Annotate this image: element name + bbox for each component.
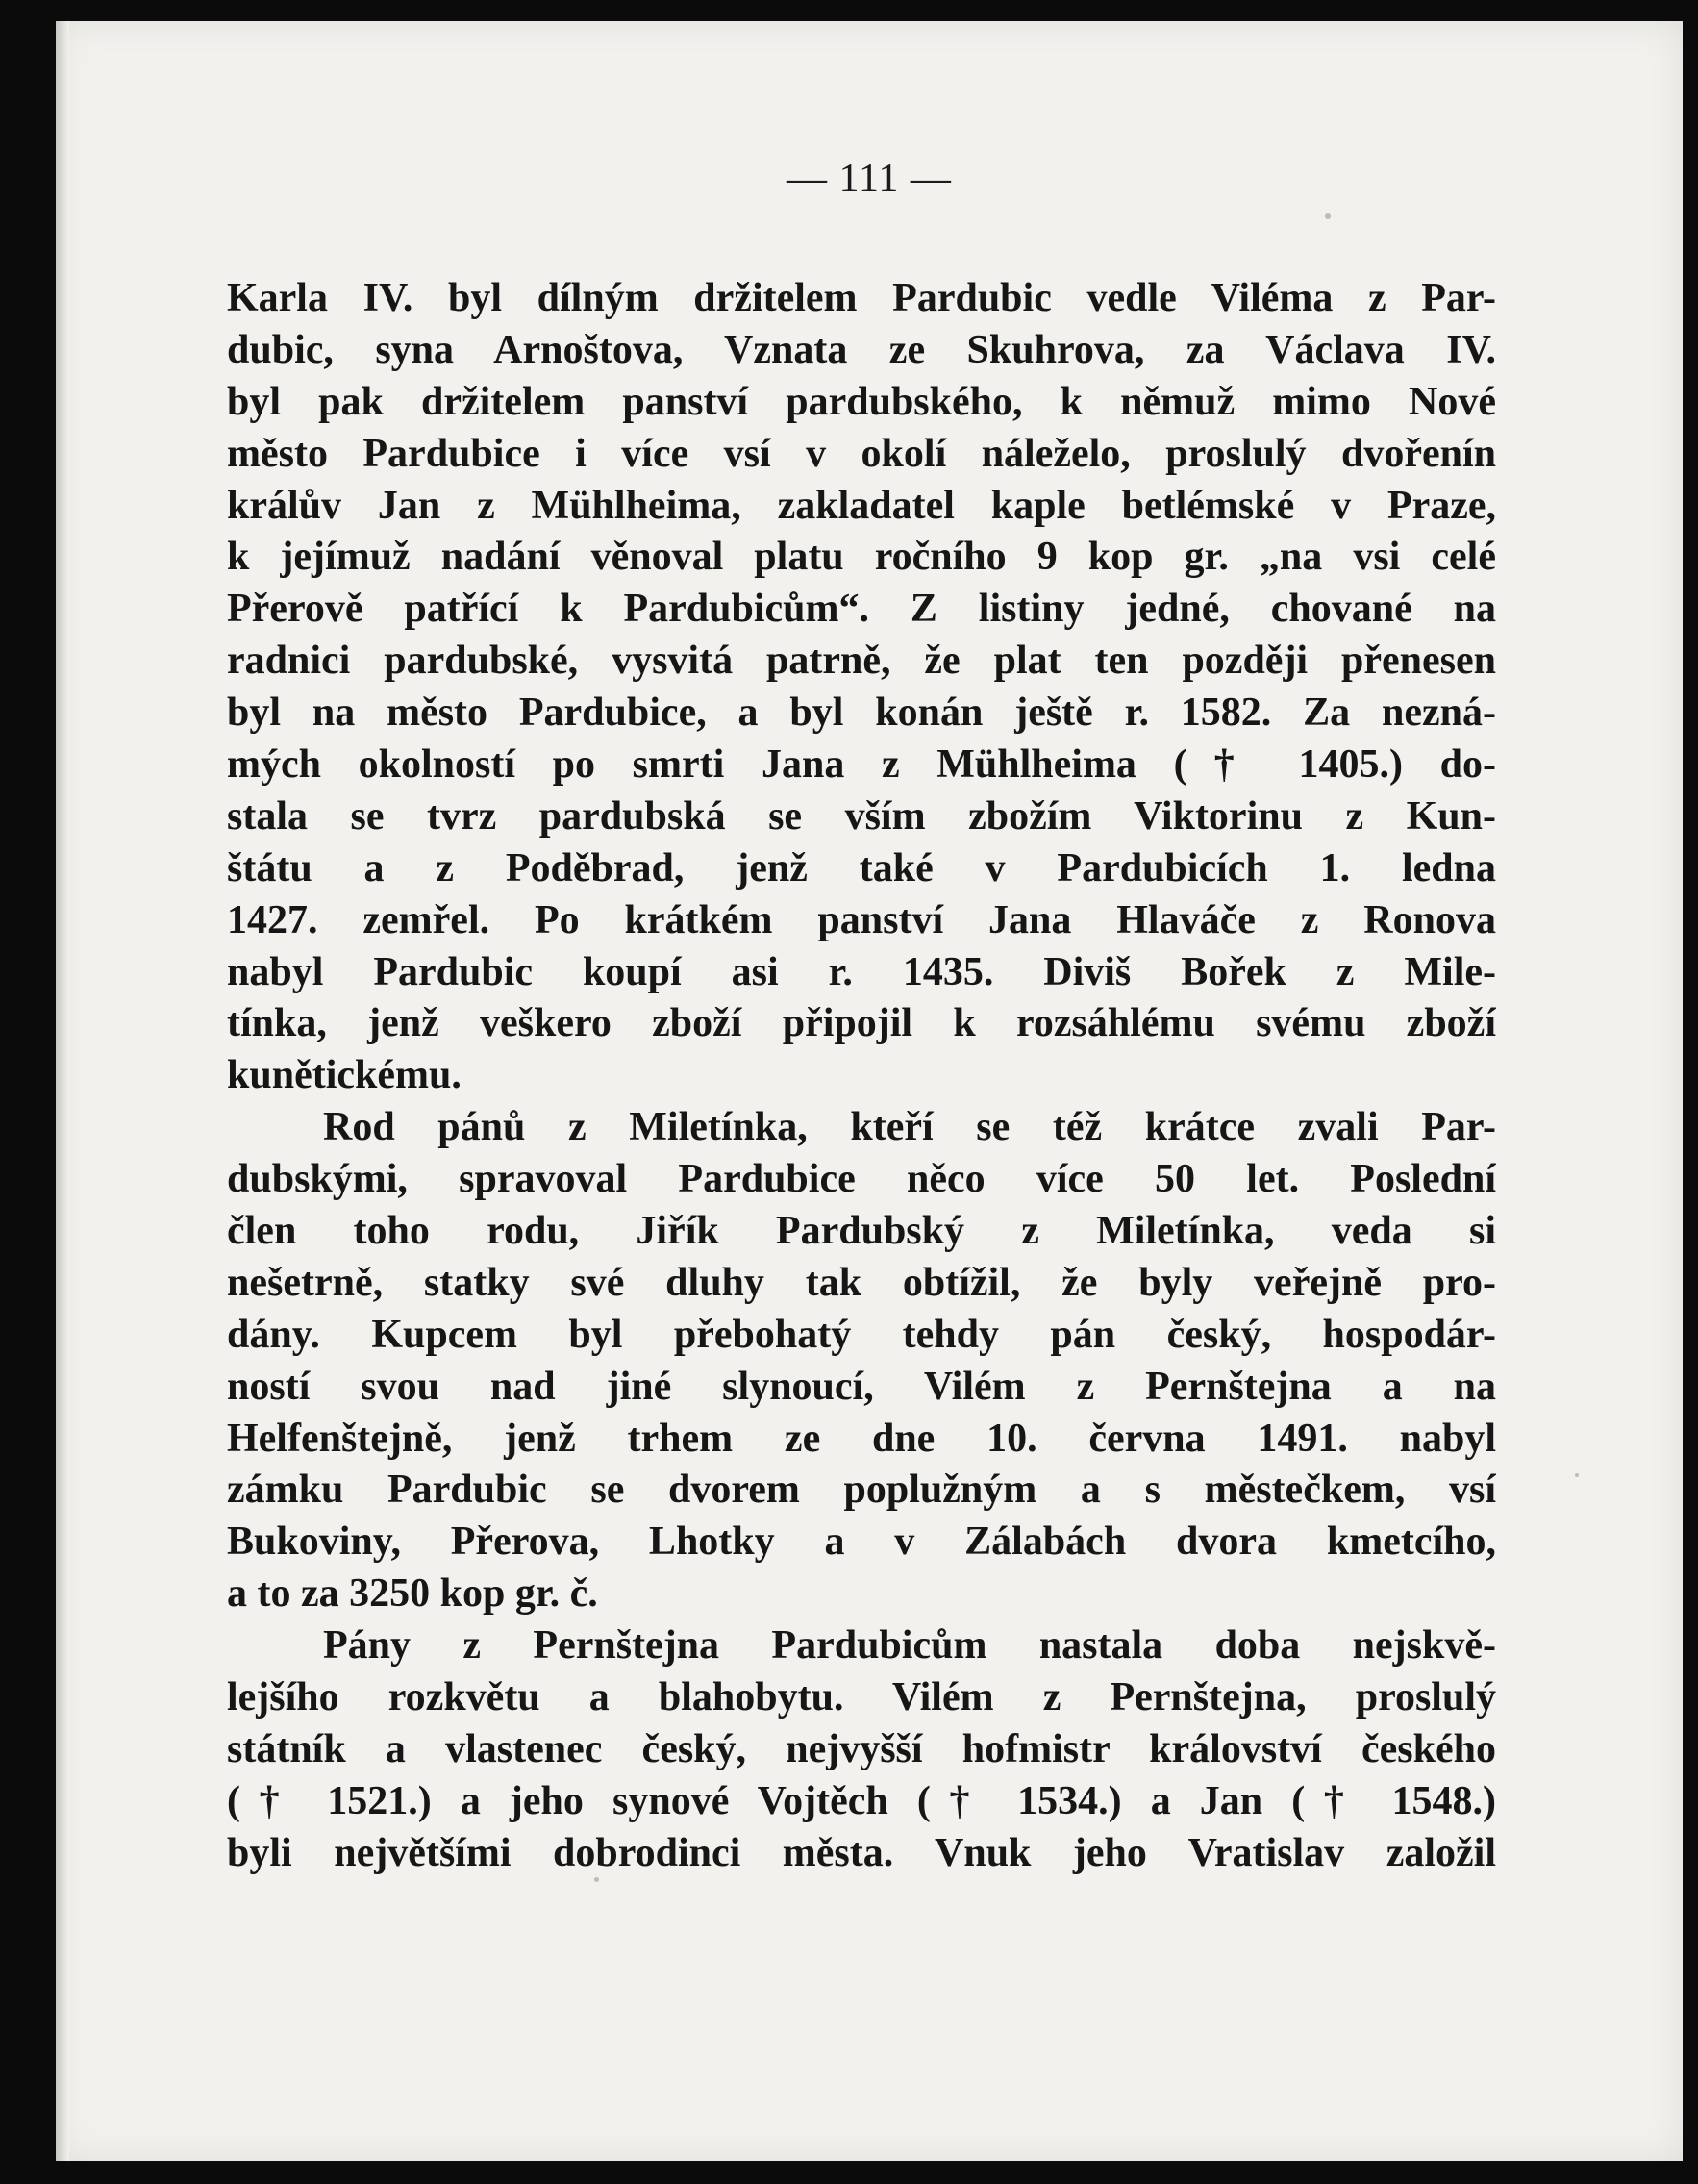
paper-speck: [1575, 1473, 1579, 1477]
text-line: byl pak držitelem panství pardubského, k němuž mimo Nové: [227, 379, 1496, 424]
text-line-paragraph-end: a to za 3250 kop gr. č.: [227, 1571, 598, 1617]
text-line: tínka, jenž veškero zboží připojil k rozsáhlému svému zboží: [227, 1001, 1496, 1046]
text-line-paragraph-end: kunětickému.: [227, 1053, 462, 1098]
paper-speck: [594, 1877, 599, 1882]
text-line: dubic, syna Arnoštova, Vznata ze Skuhrova, za Václava IV.: [227, 327, 1496, 372]
text-line: byl na město Pardubice, a byl konán ještě r. 1582. Za nezná-: [227, 690, 1496, 736]
text-line: Karla IV. byl dílným držitelem Pardubic vedle Viléma z Par-: [227, 276, 1496, 320]
text-line: ností svou nad jiné slynoucí, Vilém z Pernštejna a na: [227, 1364, 1496, 1409]
text-line: město Pardubice i více vsí v okolí náleželo, proslulý dvořenín: [227, 431, 1496, 476]
text-line: státník a vlastenec český, nejvyšší hofmistr království českého: [227, 1726, 1496, 1771]
text-line: lejšího rozkvětu a blahobytu. Vilém z Pernštejna, proslulý: [227, 1675, 1496, 1720]
text-line: dubskými, spravoval Pardubice něco více 50 let. Poslední: [227, 1157, 1496, 1202]
page-number: — 111 —: [787, 157, 952, 201]
text-line: Přerově patřící k Pardubicům“. Z listiny jedné, chované na: [227, 587, 1496, 632]
body-text: [227, 273, 1496, 1880]
text-line: nešetrně, statky své dluhy tak obtížil, že byly veřejně pro-: [227, 1260, 1496, 1305]
text-line: radnici pardubské, vysvitá patrně, že plat ten později přenesen: [227, 639, 1496, 684]
text-line: králův Jan z Mühlheima, zakladatel kaple betlémské v Praze,: [227, 483, 1496, 528]
text-line-paragraph-start: Pány z Pernštejna Pardubicům nastala doba nejskvě-: [323, 1623, 1496, 1669]
text-line: člen toho rodu, Jiřík Pardubský z Miletínka, veda si: [227, 1209, 1496, 1254]
text-line: († 1521.) a jeho synové Vojtěch († 1534.) a Jan († 1548.): [227, 1778, 1496, 1823]
paper-speck: [1325, 213, 1331, 219]
text-line: 1427. zemřel. Po krátkém panství Jana Hlaváče z Ronova: [227, 897, 1496, 942]
text-line-paragraph-start: Rod pánů z Miletínka, kteří se též krátce zvali Par-: [323, 1105, 1496, 1150]
text-line: nabyl Pardubic koupí asi r. 1435. Diviš Bořek z Mile-: [227, 949, 1496, 994]
text-line: stala se tvrz pardubská se vším zbožím Viktorinu z Kun-: [227, 793, 1496, 839]
text-line: zámku Pardubic se dvorem poplužným a s městečkem, vsí: [227, 1468, 1496, 1513]
text-line: mých okolností po smrti Jana z Mühlheima († 1405.) do-: [227, 742, 1496, 788]
scan-edge: [56, 21, 69, 2161]
text-line: štátu a z Poděbrad, jenž také v Pardubicích 1. ledna: [227, 845, 1496, 891]
text-line: Bukoviny, Přerova, Lhotky a v Zálabách dvora kmetcího,: [227, 1519, 1496, 1565]
text-line: byli největšími dobrodinci města. Vnuk jeho Vratislav založil: [227, 1830, 1496, 1875]
text-line: k jejímuž nadání věnoval platu ročního 9 kop gr. „na vsi celé: [227, 535, 1496, 580]
text-line: Helfenštejně, jenž trhem ze dne 10. června 1491. nabyl: [227, 1416, 1496, 1461]
text-line: dány. Kupcem byl přebohatý tehdy pán český, hospodár-: [227, 1312, 1496, 1357]
book-page: [56, 21, 1683, 2161]
